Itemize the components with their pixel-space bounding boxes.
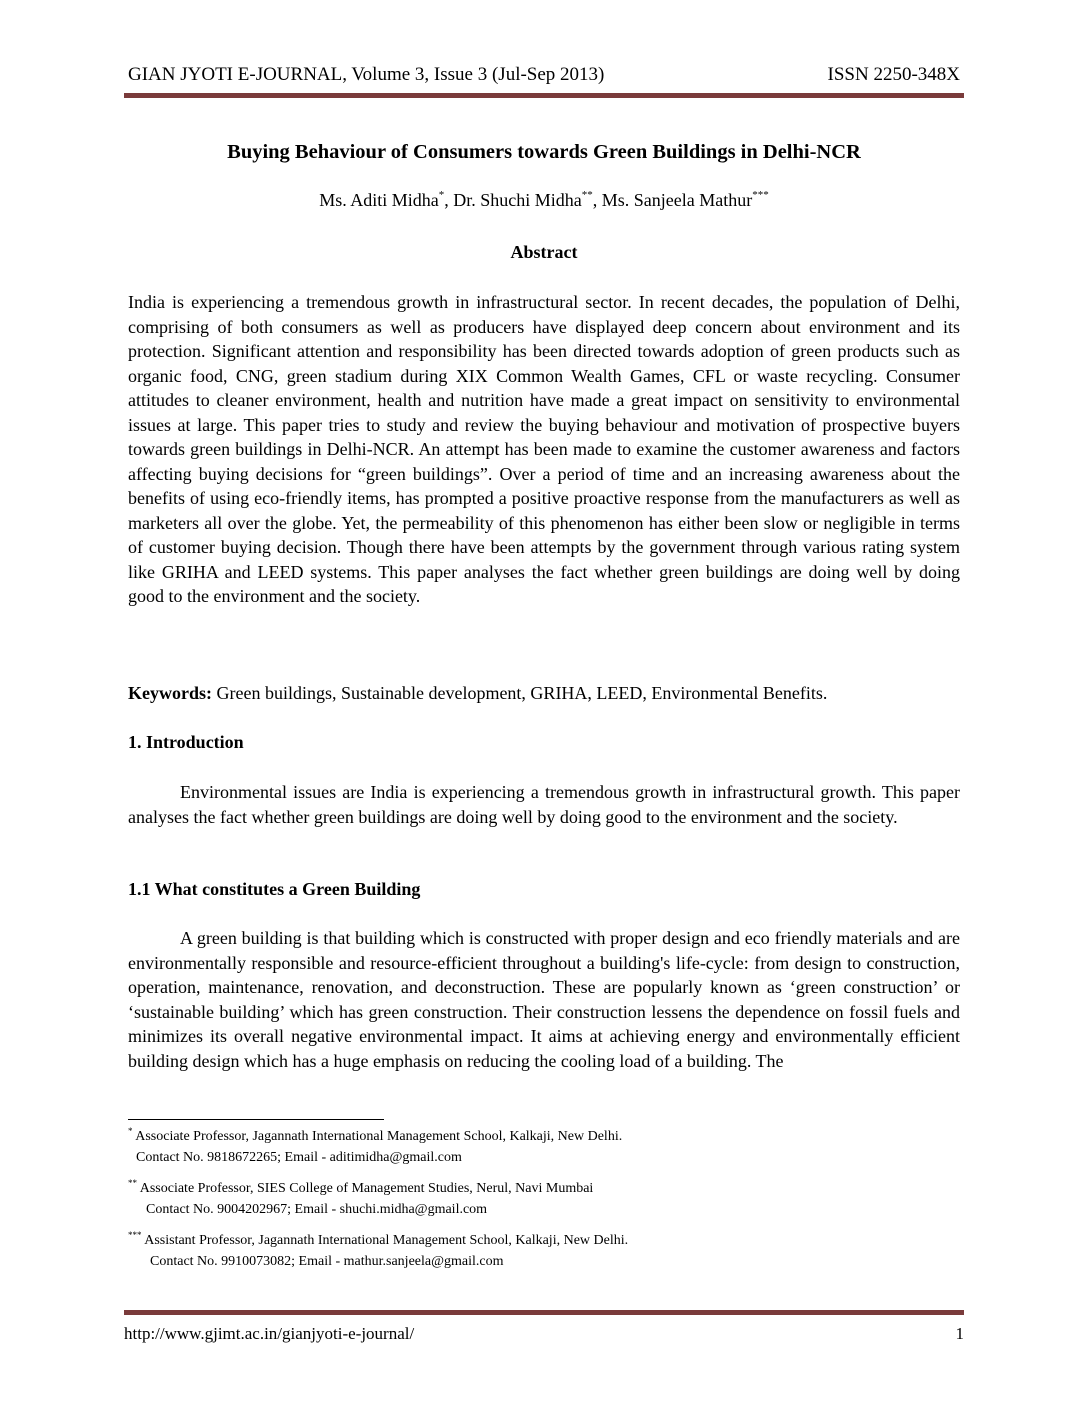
header-rule: [124, 93, 964, 98]
abstract-text: India is experiencing a tremendous growth in infrastructural sector. In recent decades, the population of Delhi, comprising of both consumers as well as producers have displayed deep concern about environment and its protection. Significant attention and responsibility has been directed towards adoption of green products such as organic food, CNG, green stadium during XIX Common Wealth Games, CFL or waste recycling. Consumer attitudes to cleaner environment, health and nutrition have made a great impact on sensitivity to environmental issues at large. This paper tries to study and review the buying behaviour and motivation of prospective buyers towards green buildings in Delhi-NCR. An attempt has been made to examine the customer awareness and factors affecting buying decisions for “green buildings”. Over a period of time and an increasing awareness about the benefits of using eco-friendly items, has prompted a positive proactive response from the manufacturers as well as marketers all over the globe. Yet, the permeability of this phenomenon has either been slow or negligible in terms of customer buying decision. Though there have been attempts by the government through various rating system like GRIHA and LEED systems. This paper analyses the fact whether green buildings are doing well by doing good to the environment and the society.: [128, 292, 960, 606]
author-name: Ms. Sanjeela Mathur: [601, 190, 753, 210]
page-number: 1: [955, 1324, 964, 1343]
section-heading-green-building: 1.1 What constitutes a Green Building: [128, 879, 421, 899]
footnote: [128, 1230, 628, 1272]
section-heading-introduction: 1. Introduction: [128, 732, 244, 752]
author-name: Dr. Shuchi Midha: [453, 190, 582, 210]
issn-header: ISSN 2250-348X: [827, 64, 960, 85]
footnote-mark: ***: [128, 1230, 142, 1240]
author-list: [124, 189, 964, 211]
abstract-heading: Abstract: [510, 242, 578, 262]
footnote-affiliation: Associate Professor, Jagannath International Management School, Kalkaji, New Delhi.: [135, 1129, 623, 1144]
author-separator: ,: [592, 190, 602, 210]
keywords-text: Green buildings, Sustainable development, GRIHA, LEED, Environmental Benefits.: [216, 683, 828, 703]
author-mark: *: [438, 189, 445, 201]
footnote-contact: Contact No. 9910073082; Email - mathur.sanjeela@gmail.com: [150, 1254, 504, 1269]
footer-rule: [124, 1310, 964, 1315]
author-mark: **: [581, 189, 593, 201]
footnote: [128, 1126, 622, 1168]
author-separator: ,: [444, 190, 454, 210]
keywords-label: Keywords:: [128, 683, 212, 703]
author-name: Ms. Aditi Midha: [319, 190, 439, 210]
footnote-affiliation: Associate Professor, SIES College of Management Studies, Nerul, Navi Mumbai: [139, 1181, 594, 1196]
journal-header: GIAN JYOTI E-JOURNAL, Volume 3, Issue 3 (Jul-Sep 2013): [128, 64, 605, 85]
footnote-rule: [128, 1119, 384, 1120]
footnote-contact: Contact No. 9004202967; Email - shuchi.midha@gmail.com: [146, 1202, 488, 1217]
keywords: [128, 681, 960, 706]
introduction-text: Environmental issues are India is experiencing a tremendous growth in infrastructural growth. This paper analyses the fact whether green buildings are doing well by doing good to the environment and the society.: [128, 782, 960, 827]
footer-url: http://www.gjimt.ac.in/gianjyoti-e-journal/: [124, 1324, 415, 1343]
paper-title: Buying Behaviour of Consumers towards Green Buildings in Delhi-NCR: [227, 141, 861, 163]
footnote-contact: Contact No. 9818672265; Email - aditimidha@gmail.com: [136, 1150, 462, 1165]
author-mark: ***: [752, 189, 769, 201]
green-building-text: A green building is that building which is constructed with proper design and eco friendly materials and are environmentally responsible and resource-efficient throughout a building's life-cycle: from design to construction, operation, maintenance, renovation, and deconstruction. These are popularly known as ‘green construction’ or ‘sustainable building’ which has green construction. Their construction lessens the dependence on fossil fuels and minimizes its overall negative environmental impact. It aims at achieving energy and environmentally efficient building design which has a huge emphasis on reducing the cooling load of a building. The: [128, 928, 960, 1071]
footnote-affiliation: Assistant Professor, Jagannath International Management School, Kalkaji, New Delhi.: [144, 1233, 629, 1248]
footnote: [128, 1178, 593, 1220]
footnote-mark: *: [128, 1126, 133, 1136]
footnote-mark: **: [128, 1178, 137, 1188]
